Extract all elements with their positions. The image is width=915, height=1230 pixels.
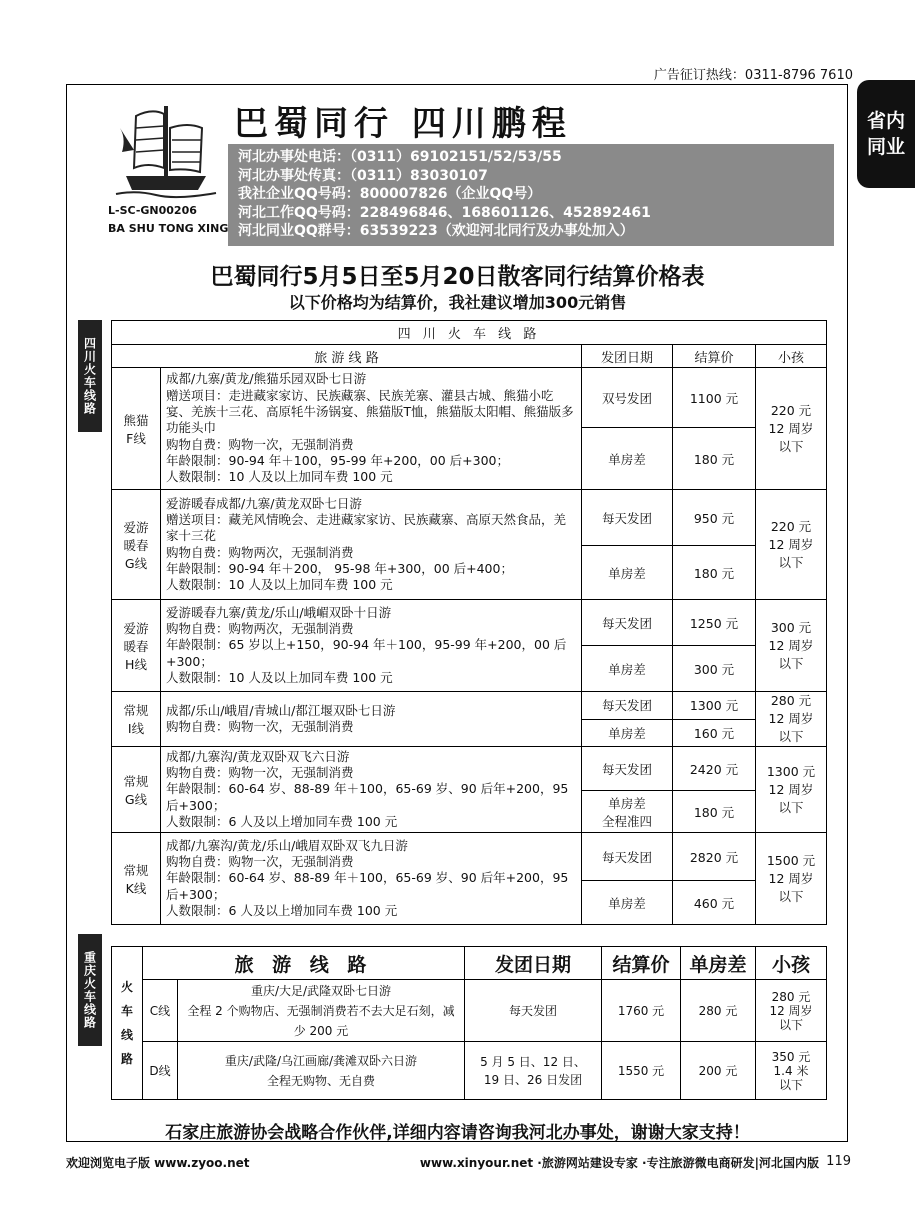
info-enterprise-qq: 我社企业QQ号码：800007826（企业QQ号） [238,186,542,203]
cq-route-desc: 重庆/大足/武隆双卧七日游 全程 2 个购物店、无强制消费若不去大足石刻，减少 200 元 [178,980,465,1042]
cq-header-child: 小孩 [756,947,827,980]
cq-header-date: 发团日期 [465,947,602,980]
cq-route-desc: 重庆/武隆/乌江画廊/龚滩双卧六日游 全程无购物、无自费 [178,1042,465,1100]
settlement-price: 2820 元 [673,833,756,881]
child-price: 220 元 12 周岁 以下 [756,368,827,490]
cq-date: 5 月 5 日、12 日、 19 日、26 日发团 [465,1042,602,1100]
cq-line: D线 [143,1042,178,1100]
route-line-code: 常规 G线 [112,747,161,833]
cq-single: 200 元 [681,1042,756,1100]
ebook-link[interactable]: 欢迎浏览电子版 www.zyoo.net [66,1156,250,1170]
section-tab-line2: 同业 [866,136,905,158]
route-description: 成都/九寨/黄龙/熊猫乐园双卧七日游 赠送项目：走进藏家家访、民族藏寨、民族羌寨、灌县古城、熊猫小吃宴、羌族十三花、高原牦牛汤锅宴、熊猫版T恤，熊猫版太阳帽、熊猫版多功能头巾 购物自费：购物一次，无强制消费 年龄限制：90-94 年＋100，95-99 年+200，00 后+300； 人数限制：10 人及以上加同车费 100 元 [161,368,582,490]
single-room-price: 180 元 [673,546,756,600]
departure-date: 每天发团 [582,747,673,791]
cq-line: C线 [143,980,178,1042]
settlement-price: 1300 元 [673,692,756,720]
section-tab [857,80,915,188]
info-phone: 河北办事处电话：（0311）69102151/52/53/55 [238,149,562,165]
logo-name: BA SHU TONG XING [108,222,229,235]
single-room-label: 单房差 [582,646,673,692]
route-description: 成都/乐山/峨眉/青城山/都江堰双卧七日游 购物自费：购物一次，无强制消费 [161,692,582,747]
child-price: 1500 元 12 周岁 以下 [756,833,827,925]
brand-title: 巴蜀同行 四川鹏程 [234,104,572,144]
sichuan-table-title: 四 川 火 车 线 路 [112,321,827,345]
single-room-label: 单房差 [582,428,673,490]
departure-date: 每天发团 [582,490,673,546]
chongqing-section-tab: 重庆火车线路 [78,934,102,1046]
departure-date: 每天发团 [582,692,673,720]
route-description: 爱游暖春成都/九寨/黄龙双卧七日游 赠送项目：藏羌风情晚会、走进藏家家访、民族藏寨、高原天然食品，羌家十三花 购物自费：购物两次，无强制消费 年龄限制：90-94 年＋200， 95-98 年+300，00 后+400； 人数限制：10 人及以上加同车费 100 元 [161,490,582,600]
logo-code: L-SC-GN00206 [108,204,197,217]
child-price: 220 元 12 周岁 以下 [756,490,827,600]
route-description: 爱游暖春九寨/黄龙/乐山/峨嵋双卧十日游 购物自费：购物两次，无强制消费 年龄限制：65 岁以上+150，90-94 年＋100，95-99 年+200，00 后+300； 人数限制：10 人及以上加同车费 100 元 [161,600,582,692]
route-line-code: 常规 K线 [112,833,161,925]
sichuan-price-table [111,320,827,925]
info-fax: 河北办事处传真：（0311）83030107 [238,167,488,184]
page-subheadline: 以下价格均为结算价，我社建议增加300元销售 [288,293,627,312]
single-room-label: 单房差 [582,881,673,925]
section-tab-line1: 省内 [866,110,905,132]
route-line-code: 熊猫 F线 [112,368,161,490]
single-room-label: 单房差 全程准四 [582,791,673,833]
settlement-price: 1100 元 [673,368,756,428]
page-number: 119 [826,1154,851,1169]
cq-price: 1550 元 [602,1042,681,1100]
header-route: 旅 游 线 路 [112,345,582,368]
cq-date: 每天发团 [465,980,602,1042]
chongqing-price-table [111,946,827,1100]
route-line-code: 常规 I线 [112,692,161,747]
child-price: 280 元 12 周岁 以下 [756,692,827,747]
sichuan-section-tab: 四川火车线路 [78,320,102,432]
partner-footer: 石家庄旅游协会战略合作伙伴,详细内容请咨询我河北办事处，谢谢大家支持！ [165,1123,750,1143]
departure-date: 每天发团 [582,600,673,646]
single-room-price: 180 元 [673,791,756,833]
header-price: 结算价 [673,345,756,368]
cq-single: 280 元 [681,980,756,1042]
single-room-price: 300 元 [673,646,756,692]
cq-child: 350 元 1.4 米 以下 [756,1042,827,1100]
departure-date: 双号发团 [582,368,673,428]
single-room-label: 单房差 [582,719,673,747]
info-work-qq: 河北工作QQ号码：228496846、168601126、452892461 [238,204,651,221]
cq-child: 280 元 12 周岁 以下 [756,980,827,1042]
single-room-price: 180 元 [673,428,756,490]
single-room-label: 单房差 [582,546,673,600]
cq-header-price: 结算价 [602,947,681,980]
route-line-code: 爱游 暖春 H线 [112,600,161,692]
cq-header-route: 旅 游 线 路 [143,947,465,980]
cq-price: 1760 元 [602,980,681,1042]
ad-hotline: 广告征订热线：0311-8796 7610 [653,68,853,83]
route-description: 成都/九寨沟/黄龙/乐山/峨眉双卧双飞九日游 购物自费：购物一次，无强制消费 年龄限制：60-64 岁、88-89 年＋100，65-69 岁、90 后年+200，95 后+300； 人数限制：6 人及以上增加同车费 100 元 [161,833,582,925]
route-line-code: 爱游 暖春 G线 [112,490,161,600]
junk-boat-logo-icon [106,98,226,208]
settlement-price: 1250 元 [673,600,756,646]
settlement-price: 2420 元 [673,747,756,791]
header-date: 发团日期 [582,345,673,368]
settlement-price: 950 元 [673,490,756,546]
child-price: 300 元 12 周岁 以下 [756,600,827,692]
header-child: 小孩 [756,345,827,368]
page-headline: 巴蜀同行5月5日至5月20日散客同行结算价格表 [210,264,705,290]
cq-header-single: 单房差 [681,947,756,980]
departure-date: 每天发团 [582,833,673,881]
route-description: 成都/九寨沟/黄龙双卧双飞六日游 购物自费：购物一次，无强制消费 年龄限制：60-64 岁、88-89 年＋100，65-69 岁、90 后年+200，95 后+300； 人数限制：6 人及以上增加同车费 100 元 [161,747,582,833]
chongqing-side-label: 火 车 线 路 [112,947,143,1100]
site-slogan[interactable]: www.xinyour.net ·旅游网站建设专家 ·专注旅游微电商研发|河北国内版 [419,1156,819,1170]
single-room-price: 160 元 [673,719,756,747]
contact-info-box [228,144,834,246]
child-price: 1300 元 12 周岁 以下 [756,747,827,833]
single-room-price: 460 元 [673,881,756,925]
info-group-qq: 河北同业QQ群号：63539223（欢迎河北同行及办事处加入） [238,223,634,240]
